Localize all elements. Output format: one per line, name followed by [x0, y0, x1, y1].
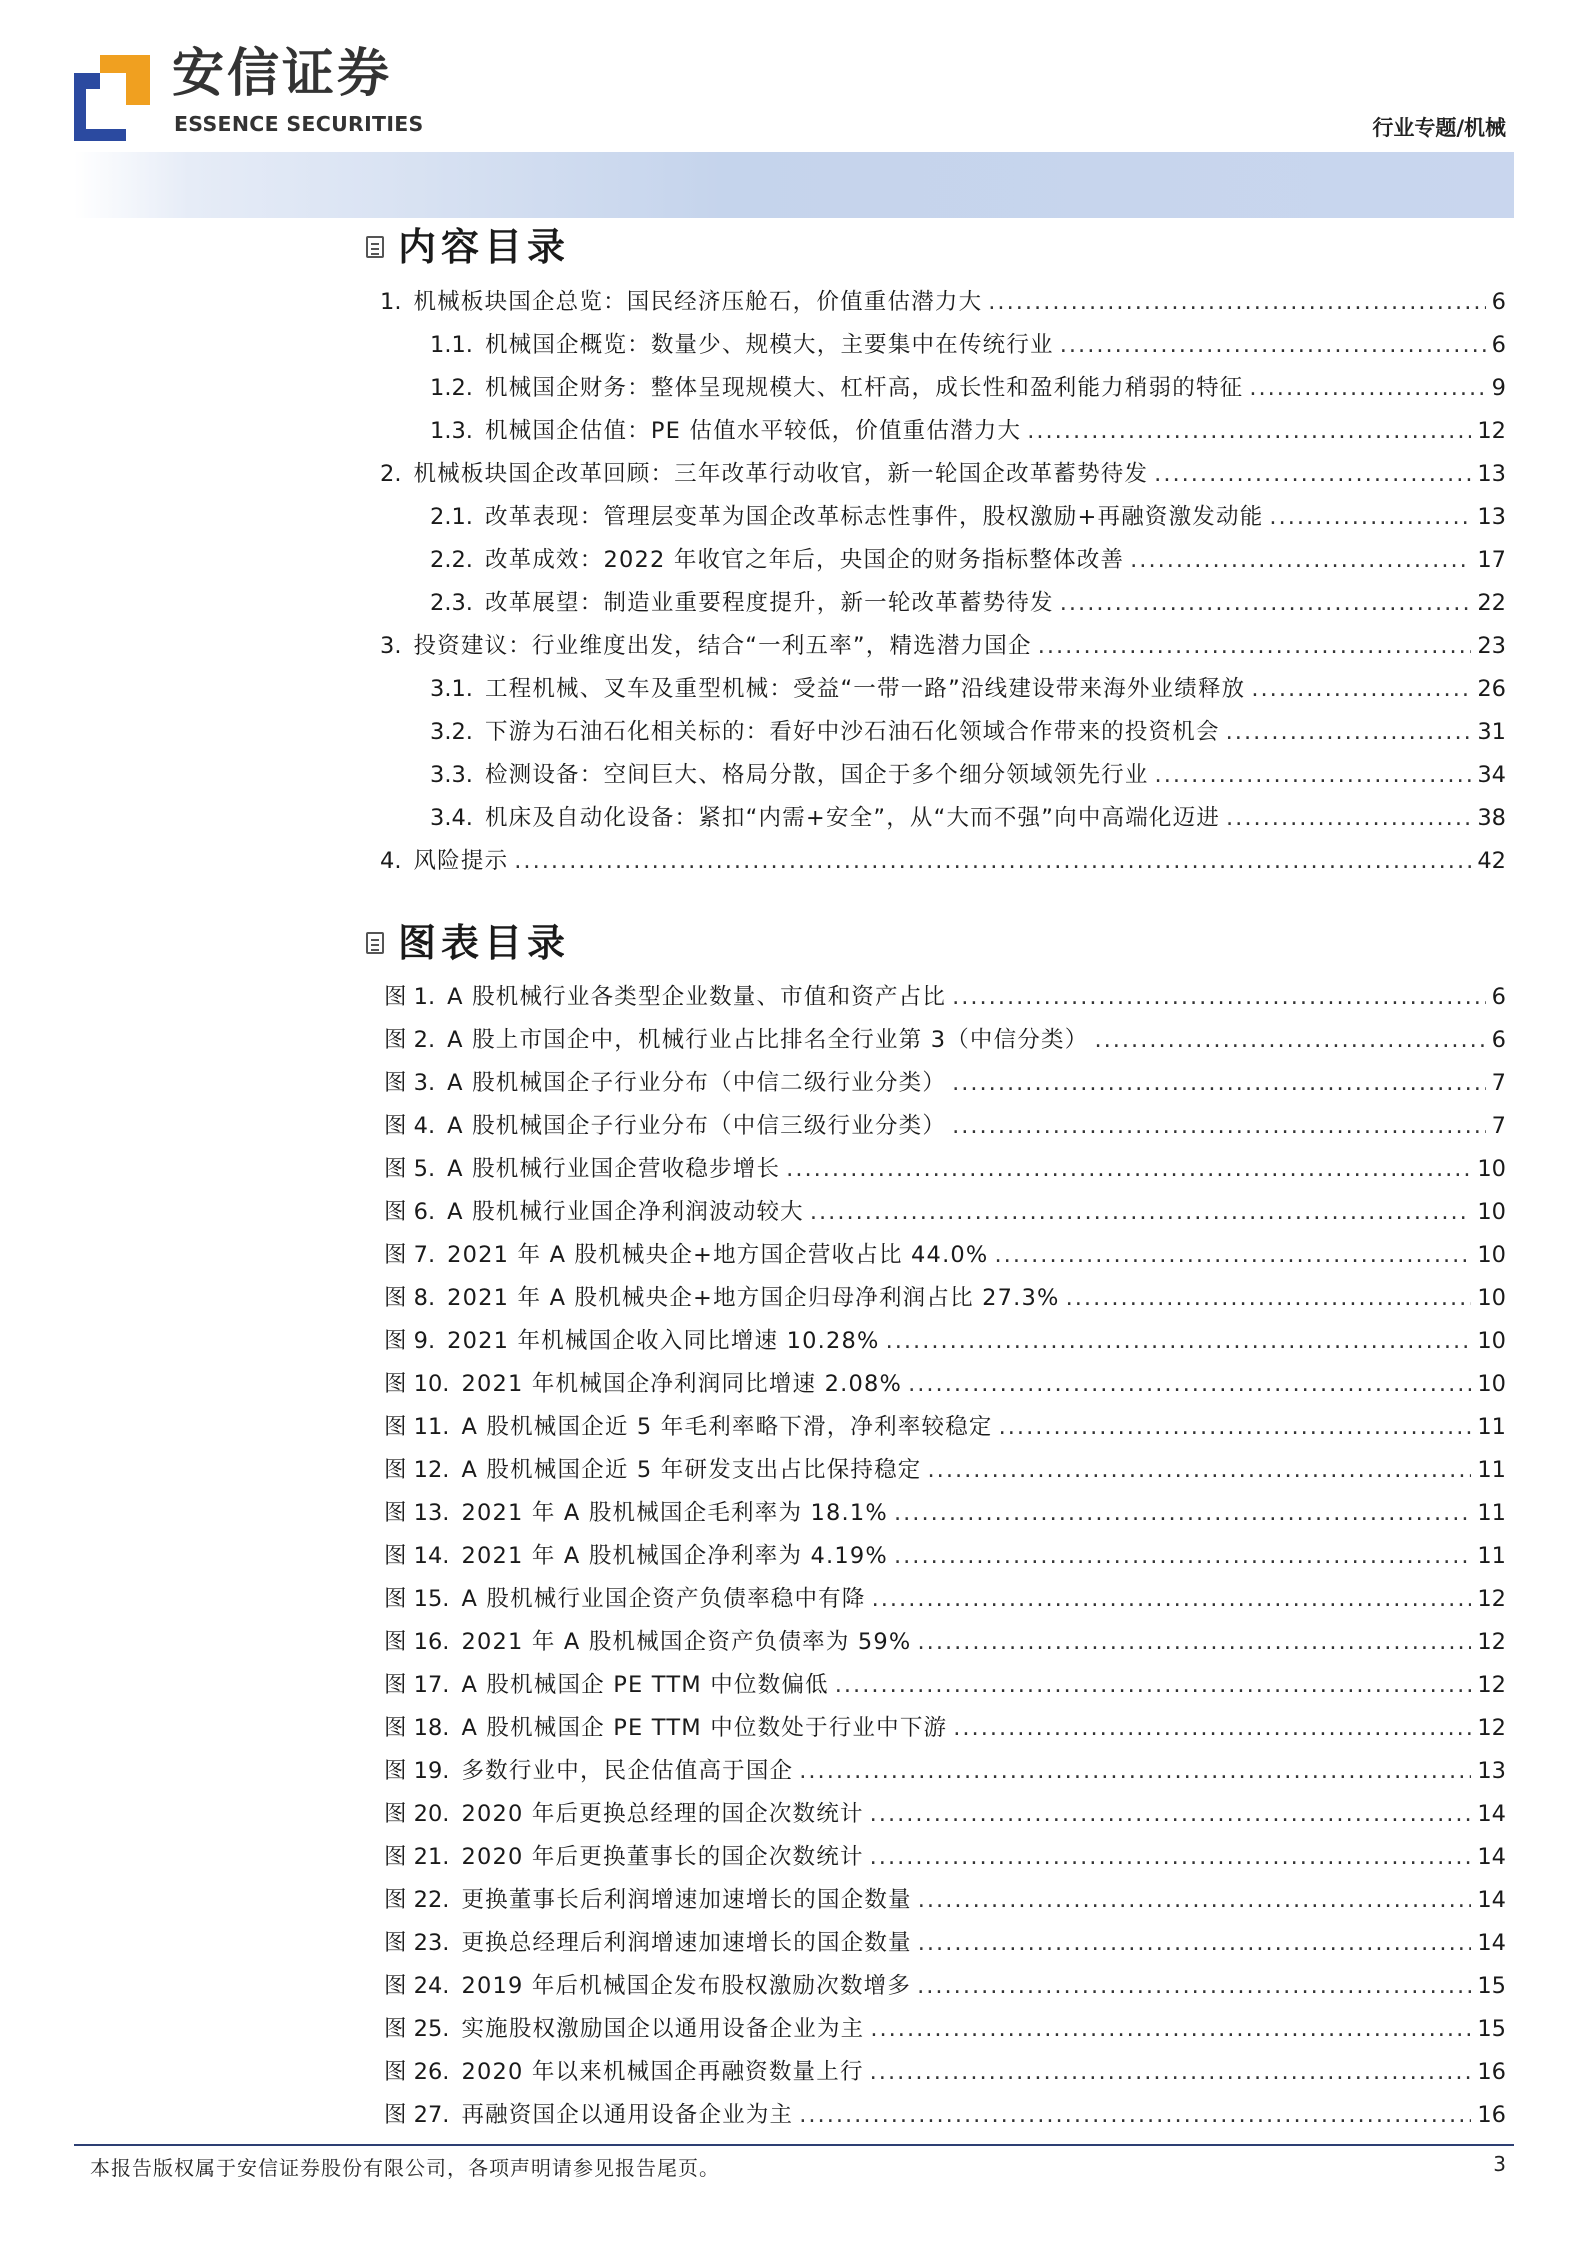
entry-page-number: 10: [1477, 1242, 1506, 1268]
entry-number: 3.3.: [430, 762, 473, 788]
entry-label: [384, 1326, 880, 1356]
entry-text: 2021 年 A 股机械国企净利率为 4.19%: [461, 1543, 888, 1569]
dot-leader: [1094, 1025, 1485, 1055]
entry-page-number: 13: [1477, 1758, 1506, 1784]
entry-number: 图 9.: [384, 1328, 436, 1354]
entry-page-number: 10: [1477, 1199, 1506, 1225]
dot-leader: [872, 1584, 1472, 1614]
entry-text: 机械国企财务：整体呈现规模大、杠杆高，成长性和盈利能力稍弱的特征: [484, 375, 1244, 401]
entry-text: 2021 年 A 股机械央企+地方国企营收占比 44.0%: [447, 1242, 989, 1268]
entry-page-number: 14: [1477, 1887, 1506, 1913]
figure-entry[interactable]: [384, 1455, 1506, 1485]
entry-text: A 股机械国企子行业分布（中信二级行业分类）: [447, 1070, 947, 1096]
entry-label: [384, 2014, 864, 2044]
dot-leader: [870, 2014, 1471, 2044]
toc-entry[interactable]: [380, 846, 1506, 876]
entry-number: 2.3.: [430, 590, 473, 616]
toc-entry[interactable]: [380, 459, 1506, 489]
entry-text: 2020 年后更换董事长的国企次数统计: [461, 1844, 864, 1870]
figure-entry[interactable]: [384, 1197, 1506, 1227]
entry-label: [384, 1025, 1088, 1055]
figure-entry[interactable]: [384, 1498, 1506, 1528]
entry-text: 2021 年机械国企净利润同比增速 2.08%: [461, 1371, 903, 1397]
dot-leader: [1130, 545, 1471, 575]
dot-leader: [786, 1154, 1471, 1184]
dot-leader: [1060, 330, 1486, 360]
entry-page-number: 6: [1491, 1027, 1506, 1053]
figure-entry[interactable]: [384, 1111, 1506, 1141]
toc-entry[interactable]: [430, 330, 1506, 360]
toc-entry[interactable]: [430, 760, 1506, 790]
entry-text: 2021 年 A 股机械国企资产负债率为 59%: [461, 1629, 912, 1655]
toc-entry[interactable]: [430, 674, 1506, 704]
dot-leader: [952, 982, 1486, 1012]
entry-page-number: 16: [1477, 2059, 1506, 2085]
dot-leader: [1269, 502, 1471, 532]
entry-number: 图 16.: [384, 1629, 450, 1655]
entry-page-number: 22: [1477, 590, 1506, 616]
entry-number: 1.: [380, 289, 402, 315]
toc-entry[interactable]: [380, 631, 1506, 661]
toc-title: 内容目录: [398, 225, 571, 269]
entry-label: [384, 1799, 864, 1829]
entry-label: [430, 588, 1054, 618]
entry-page-number: 23: [1477, 633, 1506, 659]
entry-page-number: 31: [1477, 719, 1506, 745]
figure-entry[interactable]: [384, 1240, 1506, 1270]
entry-number: 图 10.: [384, 1371, 450, 1397]
entry-page-number: 11: [1477, 1500, 1506, 1526]
entry-number: 图 26.: [384, 2059, 450, 2085]
entry-label: [384, 2100, 793, 2130]
entry-text: A 股机械行业各类型企业数量、市值和资产占比: [447, 984, 947, 1010]
dot-leader: [995, 1240, 1472, 1270]
dot-leader: [908, 1369, 1471, 1399]
entry-page-number: 11: [1477, 1543, 1506, 1569]
toc-entry[interactable]: [430, 502, 1506, 532]
dot-leader: [952, 1111, 1486, 1141]
figure-entry[interactable]: [384, 2100, 1506, 2130]
entry-text: 再融资国企以通用设备企业为主: [461, 2102, 794, 2128]
entry-page-number: 10: [1477, 1371, 1506, 1397]
entry-label: [384, 1111, 946, 1141]
footer-divider: [74, 2144, 1514, 2146]
entry-label: [430, 330, 1054, 360]
dot-leader: [870, 1799, 1472, 1829]
entry-text: 机床及自动化设备：紧扣“内需+安全”，从“大而不强”向中高端化迈进: [484, 805, 1221, 831]
entry-text: 风险提示: [413, 848, 509, 874]
entry-label: [384, 1283, 1060, 1313]
entry-label: [384, 1971, 911, 2001]
entry-text: 改革展望：制造业重要程度提升，新一轮改革蓄势待发: [484, 590, 1054, 616]
entry-page-number: 11: [1477, 1457, 1506, 1483]
toc-entry[interactable]: [430, 588, 1506, 618]
entry-number: 1.3.: [430, 418, 473, 444]
dot-leader: [870, 2057, 1472, 2087]
entry-number: 图 19.: [384, 1758, 450, 1784]
entry-label: [384, 1713, 947, 1743]
entry-page-number: 13: [1477, 504, 1506, 530]
entry-text: A 股机械行业国企资产负债率稳中有降: [461, 1586, 866, 1612]
dot-leader: [870, 1842, 1472, 1872]
entry-page-number: 13: [1477, 461, 1506, 487]
entry-label: [380, 631, 1032, 661]
entry-label: [384, 1885, 912, 1915]
entry-page-number: 11: [1477, 1414, 1506, 1440]
entry-page-number: 17: [1477, 547, 1506, 573]
dot-leader: [799, 2100, 1471, 2130]
entry-number: 3.2.: [430, 719, 473, 745]
dot-leader: [1226, 803, 1471, 833]
figures-list-icon: [366, 932, 384, 954]
header-band: [74, 152, 1514, 218]
figure-entry[interactable]: [384, 1928, 1506, 1958]
figure-entry[interactable]: [384, 1670, 1506, 1700]
figure-entry[interactable]: [384, 982, 1506, 1012]
entry-text: A 股机械行业国企营收稳步增长: [447, 1156, 781, 1182]
entry-number: 1.2.: [430, 375, 473, 401]
dot-leader: [514, 846, 1471, 876]
page-number: 3: [1493, 2152, 1506, 2176]
entry-number: 图 15.: [384, 1586, 450, 1612]
entry-text: 机械国企估值：PE 估值水平较低，价值重估潜力大: [484, 418, 1022, 444]
entry-text: 改革表现：管理层变革为国企改革标志性事件，股权激励+再融资激发动能: [484, 504, 1264, 530]
entry-number: 图 20.: [384, 1801, 450, 1827]
entry-page-number: 12: [1477, 1715, 1506, 1741]
entry-label: [384, 1068, 946, 1098]
toc-entry[interactable]: [430, 545, 1506, 575]
entry-label: [384, 1412, 993, 1442]
figure-entry[interactable]: [384, 2014, 1506, 2044]
entry-label: [384, 982, 946, 1012]
entry-page-number: 12: [1477, 1629, 1506, 1655]
entry-number: 图 2.: [384, 1027, 436, 1053]
figure-entry[interactable]: [384, 1154, 1506, 1184]
dot-leader: [894, 1498, 1471, 1528]
entry-label: [384, 1627, 912, 1657]
entry-label: [384, 1369, 902, 1399]
entry-label: [384, 1584, 866, 1614]
dot-leader: [1251, 674, 1471, 704]
dot-leader: [918, 1885, 1472, 1915]
toc-entry[interactable]: [380, 287, 1506, 317]
entry-number: 图 11.: [384, 1414, 450, 1440]
entry-label: [384, 1842, 864, 1872]
entry-text: A 股机械国企子行业分布（中信三级行业分类）: [447, 1113, 947, 1139]
entry-number: 图 7.: [384, 1242, 436, 1268]
report-category: 行业专题/机械: [1372, 116, 1506, 140]
toc-entry[interactable]: [430, 416, 1506, 446]
entry-number: 图 22.: [384, 1887, 450, 1913]
figure-entry[interactable]: [384, 1713, 1506, 1743]
entry-number: 2.1.: [430, 504, 473, 530]
entry-number: 图 12.: [384, 1457, 450, 1483]
entry-label: [430, 717, 1220, 747]
entry-text: A 股机械行业国企净利润波动较大: [447, 1199, 804, 1225]
entry-text: 改革成效：2022 年收官之年后，央国企的财务指标整体改善: [484, 547, 1125, 573]
entry-text: 2021 年 A 股机械国企毛利率为 18.1%: [461, 1500, 888, 1526]
dot-leader: [953, 1713, 1471, 1743]
entry-number: 3.1.: [430, 676, 473, 702]
dot-leader: [799, 1756, 1471, 1786]
entry-text: 2021 年 A 股机械央企+地方国企归母净利润占比 27.3%: [447, 1285, 1060, 1311]
figure-entry[interactable]: [384, 1541, 1506, 1571]
entry-page-number: 38: [1477, 805, 1506, 831]
entry-text: 2021 年机械国企收入同比增速 10.28%: [447, 1328, 880, 1354]
entry-label: [380, 846, 508, 876]
entry-page-number: 6: [1491, 332, 1506, 358]
entry-number: 图 3.: [384, 1070, 436, 1096]
entry-page-number: 15: [1477, 1973, 1506, 1999]
figure-entry[interactable]: [384, 2057, 1506, 2087]
dot-leader: [1155, 760, 1472, 790]
entry-label: [430, 803, 1220, 833]
entry-text: A 股机械国企近 5 年研发支出占比保持稳定: [461, 1457, 922, 1483]
dot-leader: [886, 1326, 1472, 1356]
entry-text: 2020 年后更换总经理的国企次数统计: [461, 1801, 864, 1827]
entry-number: 图 25.: [384, 2016, 450, 2042]
entry-label: [430, 760, 1149, 790]
entry-number: 2.2.: [430, 547, 473, 573]
dot-leader: [1060, 588, 1472, 618]
figure-entry[interactable]: [384, 1885, 1506, 1915]
entry-label: [384, 2057, 864, 2087]
dot-leader: [1066, 1283, 1472, 1313]
entry-page-number: 10: [1477, 1156, 1506, 1182]
entry-page-number: 26: [1477, 676, 1506, 702]
entry-number: 图 21.: [384, 1844, 450, 1870]
entry-text: 2020 年以来机械国企再融资数量上行: [461, 2059, 864, 2085]
entry-page-number: 16: [1477, 2102, 1506, 2128]
entry-page-number: 7: [1491, 1113, 1506, 1139]
dot-leader: [917, 1971, 1471, 2001]
figure-entry[interactable]: [384, 1627, 1506, 1657]
dot-leader: [894, 1541, 1471, 1571]
entry-label: [430, 373, 1243, 403]
entry-text: 更换总经理后利润增速加速增长的国企数量: [461, 1930, 912, 1956]
entry-page-number: 6: [1491, 984, 1506, 1010]
entry-label: [380, 459, 1148, 489]
figure-entry[interactable]: [384, 1369, 1506, 1399]
entry-page-number: 12: [1477, 1672, 1506, 1698]
entry-page-number: 10: [1477, 1328, 1506, 1354]
entry-text: A 股上市国企中，机械行业占比排名全行业第 3（中信分类）: [447, 1027, 1089, 1053]
toc-entry[interactable]: [430, 717, 1506, 747]
figure-entry[interactable]: [384, 1799, 1506, 1829]
entry-text: 下游为石油石化相关标的：看好中沙石油石化领域合作带来的投资机会: [484, 719, 1220, 745]
entry-page-number: 12: [1477, 1586, 1506, 1612]
dot-leader: [810, 1197, 1471, 1227]
dot-leader: [952, 1068, 1486, 1098]
entry-page-number: 6: [1491, 289, 1506, 315]
entry-number: 2.: [380, 461, 402, 487]
entry-page-number: 14: [1477, 1801, 1506, 1827]
entry-text: 多数行业中，民企估值高于国企: [461, 1758, 794, 1784]
entry-number: 3.4.: [430, 805, 473, 831]
brand-name-cn: 安信证券: [172, 44, 393, 104]
toc-entry[interactable]: [430, 803, 1506, 833]
figure-entry[interactable]: [384, 1971, 1506, 2001]
dot-leader: [988, 287, 1485, 317]
dot-leader: [1249, 373, 1485, 403]
entry-number: 4.: [380, 848, 402, 874]
entry-number: 图 1.: [384, 984, 436, 1010]
entry-text: 更换董事长后利润增速加速增长的国企数量: [461, 1887, 912, 1913]
figure-entry[interactable]: [384, 1283, 1506, 1313]
entry-page-number: 7: [1491, 1070, 1506, 1096]
entry-number: 图 5.: [384, 1156, 436, 1182]
entry-label: [430, 545, 1124, 575]
entry-label: [430, 674, 1245, 704]
entry-page-number: 9: [1491, 375, 1506, 401]
entry-label: [430, 502, 1263, 532]
entry-number: 图 4.: [384, 1113, 436, 1139]
dot-leader: [918, 1627, 1472, 1657]
entry-label: [384, 1498, 888, 1528]
entry-label: [384, 1756, 793, 1786]
entry-label: [384, 1154, 780, 1184]
footer-disclaimer: 本报告版权属于安信证券股份有限公司，各项声明请参见报告尾页。: [90, 2156, 720, 2180]
toc-entry[interactable]: [430, 373, 1506, 403]
entry-text: 机械板块国企总览：国民经济压舱石，价值重估潜力大: [413, 289, 983, 315]
dot-leader: [1154, 459, 1471, 489]
entry-text: 机械板块国企改革回顾：三年改革行动收官，新一轮国企改革蓄势待发: [413, 461, 1149, 487]
brand-name-en: ESSENCE SECURITIES: [174, 112, 424, 136]
toc-list-icon: [366, 236, 384, 258]
dot-leader: [1226, 717, 1472, 747]
entry-text: 检测设备：空间巨大、格局分散，国企于多个细分领域领先行业: [484, 762, 1149, 788]
entry-page-number: 12: [1477, 418, 1506, 444]
dot-leader: [1027, 416, 1471, 446]
brand-logo-icon: [74, 55, 150, 141]
entry-number: 图 8.: [384, 1285, 436, 1311]
dot-leader: [1038, 631, 1472, 661]
entry-label: [384, 1197, 804, 1227]
entry-label: [380, 287, 982, 317]
entry-label: [384, 1541, 888, 1571]
dot-leader: [918, 1928, 1472, 1958]
entry-page-number: 34: [1477, 762, 1506, 788]
entry-page-number: 15: [1477, 2016, 1506, 2042]
dot-leader: [999, 1412, 1472, 1442]
entry-number: 图 23.: [384, 1930, 450, 1956]
entry-number: 1.1.: [430, 332, 473, 358]
entry-label: [384, 1928, 912, 1958]
entry-number: 图 24.: [384, 1973, 450, 1999]
figure-entry[interactable]: [384, 1326, 1506, 1356]
entry-number: 图 13.: [384, 1500, 450, 1526]
figure-entry[interactable]: [384, 1025, 1506, 1055]
entry-text: 2019 年后机械国企发布股权激励次数增多: [461, 1973, 912, 1999]
figure-entry[interactable]: [384, 1412, 1506, 1442]
entry-number: 图 18.: [384, 1715, 450, 1741]
entry-number: 3.: [380, 633, 402, 659]
entry-page-number: 14: [1477, 1844, 1506, 1870]
entry-number: 图 17.: [384, 1672, 450, 1698]
entry-number: 图 27.: [384, 2102, 450, 2128]
dot-leader: [928, 1455, 1472, 1485]
entry-text: 工程机械、叉车及重型机械：受益“一带一路”沿线建设带来海外业绩释放: [484, 676, 1246, 702]
entry-text: A 股机械国企近 5 年毛利率略下滑，净利率较稳定: [461, 1414, 993, 1440]
figures-title: 图表目录: [398, 921, 571, 965]
dot-leader: [835, 1670, 1472, 1700]
entry-label: [384, 1670, 829, 1700]
entry-text: 实施股权激励国企以通用设备企业为主: [461, 2016, 865, 2042]
entry-page-number: 10: [1477, 1285, 1506, 1311]
figure-entry[interactable]: [384, 1068, 1506, 1098]
entry-page-number: 42: [1477, 848, 1506, 874]
figure-entry[interactable]: [384, 1842, 1506, 1872]
entry-label: [384, 1455, 922, 1485]
entry-text: 机械国企概览：数量少、规模大，主要集中在传统行业: [484, 332, 1054, 358]
entry-number: 图 6.: [384, 1199, 436, 1225]
entry-page-number: 14: [1477, 1930, 1506, 1956]
figure-entry[interactable]: [384, 1584, 1506, 1614]
entry-label: [384, 1240, 989, 1270]
entry-text: 投资建议：行业维度出发，结合“一利五率”，精选潜力国企: [413, 633, 1032, 659]
entry-text: A 股机械国企 PE TTM 中位数偏低: [461, 1672, 829, 1698]
figure-entry[interactable]: [384, 1756, 1506, 1786]
entry-text: A 股机械国企 PE TTM 中位数处于行业中下游: [461, 1715, 948, 1741]
entry-label: [430, 416, 1021, 446]
entry-number: 图 14.: [384, 1543, 450, 1569]
